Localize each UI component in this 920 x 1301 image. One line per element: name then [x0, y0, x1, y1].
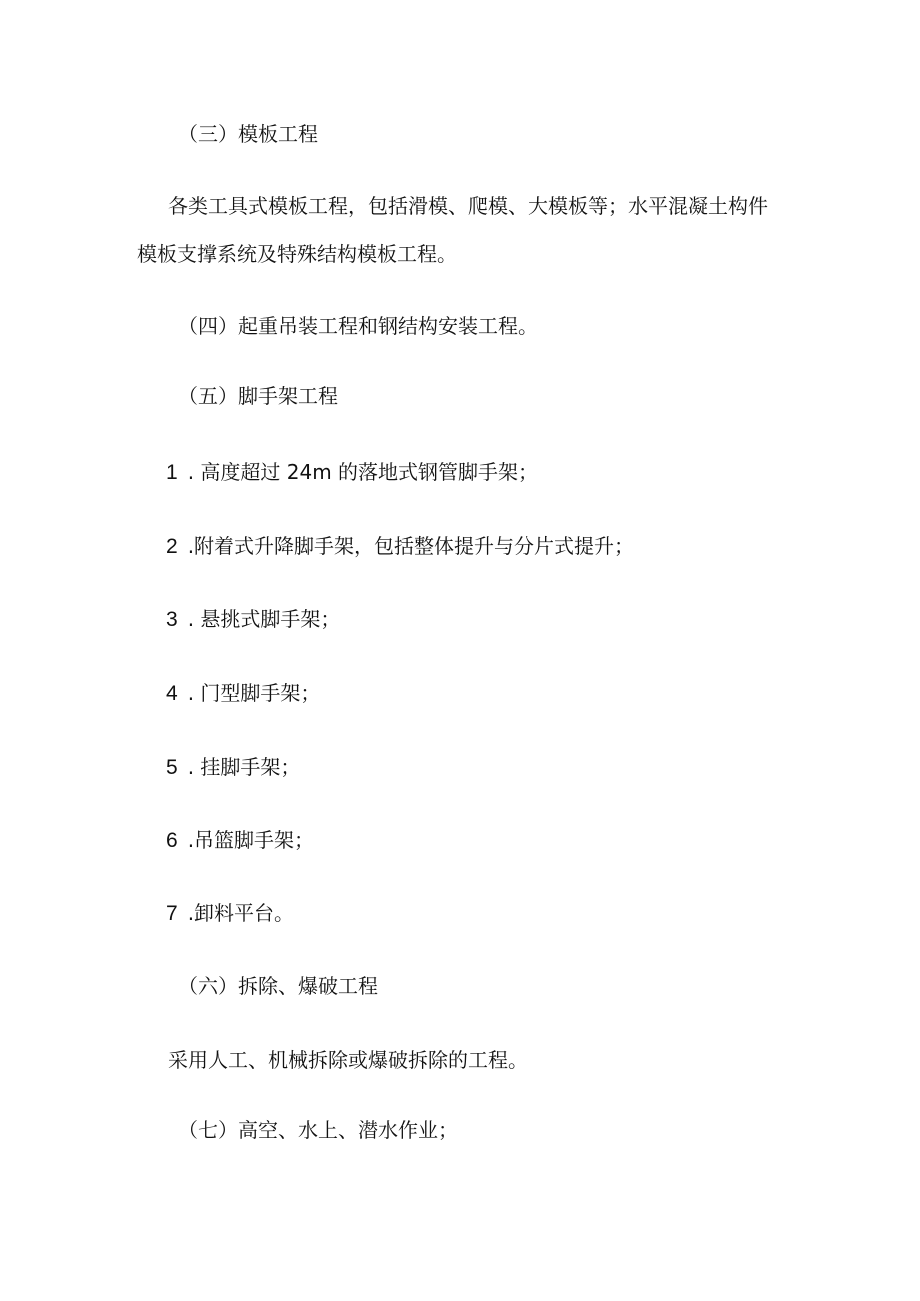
section-6-paragraph: 采用人工、机械拆除或爆破拆除的工程。	[168, 1048, 528, 1072]
list-item-number: 3	[166, 608, 178, 631]
section-7-heading: （七）高空、水上、潜水作业；	[178, 1118, 458, 1142]
list-item-6	[166, 826, 314, 855]
list-item-number: 7	[166, 902, 178, 925]
section-3-paragraph-line-2: 模板支撑系统及特殊结构模板工程。	[137, 242, 457, 266]
list-item-number: 6	[166, 829, 178, 852]
list-item-4	[166, 679, 320, 708]
list-item-1	[166, 458, 538, 487]
list-item-text: . 门型脚手架；	[187, 681, 321, 705]
list-item-number: 4	[166, 682, 178, 705]
list-item-2	[166, 532, 634, 561]
list-item-text: . 高度超过 24m 的落地式钢管脚手架；	[187, 460, 539, 484]
section-6-heading: （六）拆除、爆破工程	[178, 974, 378, 998]
section-5-heading: （五）脚手架工程	[178, 384, 338, 408]
list-item-text: .附着式升降脚手架，包括整体提升与分片式提升；	[187, 534, 635, 558]
list-item-number: 1	[166, 461, 178, 484]
list-item-text: .卸料平台。	[187, 901, 295, 925]
list-item-text: . 悬挑式脚手架；	[187, 607, 341, 631]
section-4-heading: （四）起重吊装工程和钢结构安装工程。	[178, 314, 538, 338]
list-item-text: . 挂脚手架；	[187, 755, 301, 779]
list-item-7	[166, 899, 294, 928]
list-item-3	[166, 605, 340, 634]
section-3-paragraph-line-1: 各类工具式模板工程，包括滑模、爬模、大模板等；水平混凝土构件	[168, 194, 768, 218]
list-item-number: 2	[166, 535, 178, 558]
list-item-text: .吊篮脚手架；	[187, 828, 315, 852]
section-3-heading: （三）模板工程	[178, 122, 318, 146]
list-item-5	[166, 753, 300, 782]
list-item-number: 5	[166, 756, 178, 779]
